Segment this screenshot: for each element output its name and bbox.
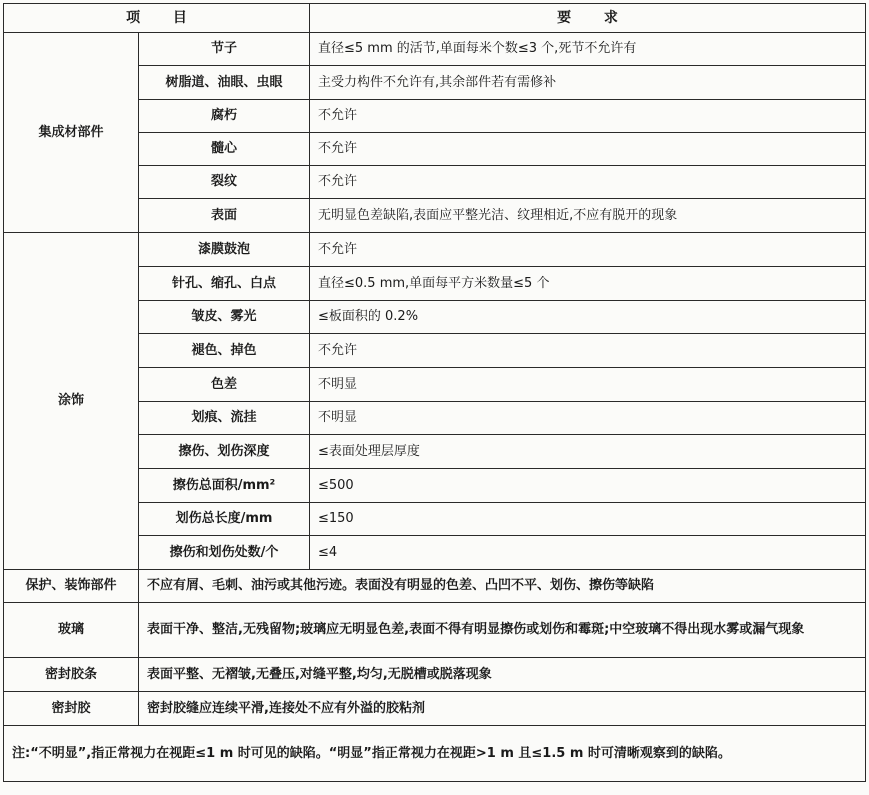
item-name: 髓心 bbox=[139, 133, 310, 166]
item-name: 表面 bbox=[139, 199, 310, 233]
group-label-glass: 玻璃 bbox=[4, 603, 139, 658]
table-row bbox=[4, 570, 866, 603]
table-row bbox=[4, 692, 866, 726]
item-requirement: 不允许 bbox=[310, 100, 866, 133]
item-name: 腐朽 bbox=[139, 100, 310, 133]
item-requirement: ≤表面处理层厚度 bbox=[310, 435, 866, 469]
item-requirement: 表面平整、无褶皱,无叠压,对缝平整,均匀,无脱槽或脱落现象 bbox=[139, 658, 866, 692]
note-row bbox=[4, 726, 866, 782]
item-name: 褪色、掉色 bbox=[139, 334, 310, 368]
group-label-protective: 保护、装饰部件 bbox=[4, 570, 139, 603]
group-label-sealant: 密封胶 bbox=[4, 692, 139, 726]
item-requirement: ≤500 bbox=[310, 469, 866, 503]
table-header-row bbox=[4, 4, 866, 33]
item-name: 皱皮、雾光 bbox=[139, 301, 310, 334]
item-requirement: 直径≤0.5 mm,单面每平方米数量≤5 个 bbox=[310, 267, 866, 301]
item-name: 擦伤、划伤深度 bbox=[139, 435, 310, 469]
item-requirement: 不明显 bbox=[310, 368, 866, 402]
item-requirement: 不允许 bbox=[310, 166, 866, 199]
table-row bbox=[4, 603, 866, 658]
item-name: 划伤总长度/mm bbox=[139, 503, 310, 536]
item-requirement: 不允许 bbox=[310, 233, 866, 267]
table-row bbox=[4, 233, 866, 267]
item-requirement: 直径≤5 mm 的活节,单面每米个数≤3 个,死节不允许有 bbox=[310, 33, 866, 66]
group-label-coating: 涂饰 bbox=[4, 233, 139, 570]
item-requirement: 不允许 bbox=[310, 133, 866, 166]
item-requirement: 主受力构件不允许有,其余部件若有需修补 bbox=[310, 66, 866, 100]
item-requirement: 不允许 bbox=[310, 334, 866, 368]
group-label-glulam: 集成材部件 bbox=[4, 33, 139, 233]
table-note: 注:“不明显”,指正常视力在视距≤1 m 时可见的缺陷。“明显”指正常视力在视距>1 m 且≤1.5 m 时可清晰观察到的缺陷。 bbox=[4, 726, 866, 782]
item-name: 色差 bbox=[139, 368, 310, 402]
item-name: 擦伤和划伤处数/个 bbox=[139, 536, 310, 570]
item-name: 裂纹 bbox=[139, 166, 310, 199]
item-name: 节子 bbox=[139, 33, 310, 66]
item-name: 树脂道、油眼、虫眼 bbox=[139, 66, 310, 100]
item-requirement: 表面干净、整洁,无残留物;玻璃应无明显色差,表面不得有明显擦伤或划伤和霉斑;中空玻璃不得出现水雾或漏气现象 bbox=[139, 603, 866, 658]
item-requirement: 不应有屑、毛刺、油污或其他污迹。表面没有明显的色差、凸凹不平、划伤、擦伤等缺陷 bbox=[139, 570, 866, 603]
item-name: 针孔、缩孔、白点 bbox=[139, 267, 310, 301]
table-row bbox=[4, 658, 866, 692]
header-requirement: 要 求 bbox=[310, 4, 866, 33]
item-requirement: 不明显 bbox=[310, 402, 866, 435]
item-name: 漆膜鼓泡 bbox=[139, 233, 310, 267]
item-requirement: ≤板面积的 0.2% bbox=[310, 301, 866, 334]
group-label-seal-strip: 密封胶条 bbox=[4, 658, 139, 692]
requirements-table bbox=[3, 3, 866, 782]
header-item: 项 目 bbox=[4, 4, 310, 33]
item-name: 擦伤总面积/mm² bbox=[139, 469, 310, 503]
table-row bbox=[4, 33, 866, 66]
item-name: 划痕、流挂 bbox=[139, 402, 310, 435]
item-requirement: 密封胶缝应连续平滑,连接处不应有外溢的胶粘剂 bbox=[139, 692, 866, 726]
item-requirement: ≤150 bbox=[310, 503, 866, 536]
item-requirement: ≤4 bbox=[310, 536, 866, 570]
item-requirement: 无明显色差缺陷,表面应平整光洁、纹理相近,不应有脱开的现象 bbox=[310, 199, 866, 233]
